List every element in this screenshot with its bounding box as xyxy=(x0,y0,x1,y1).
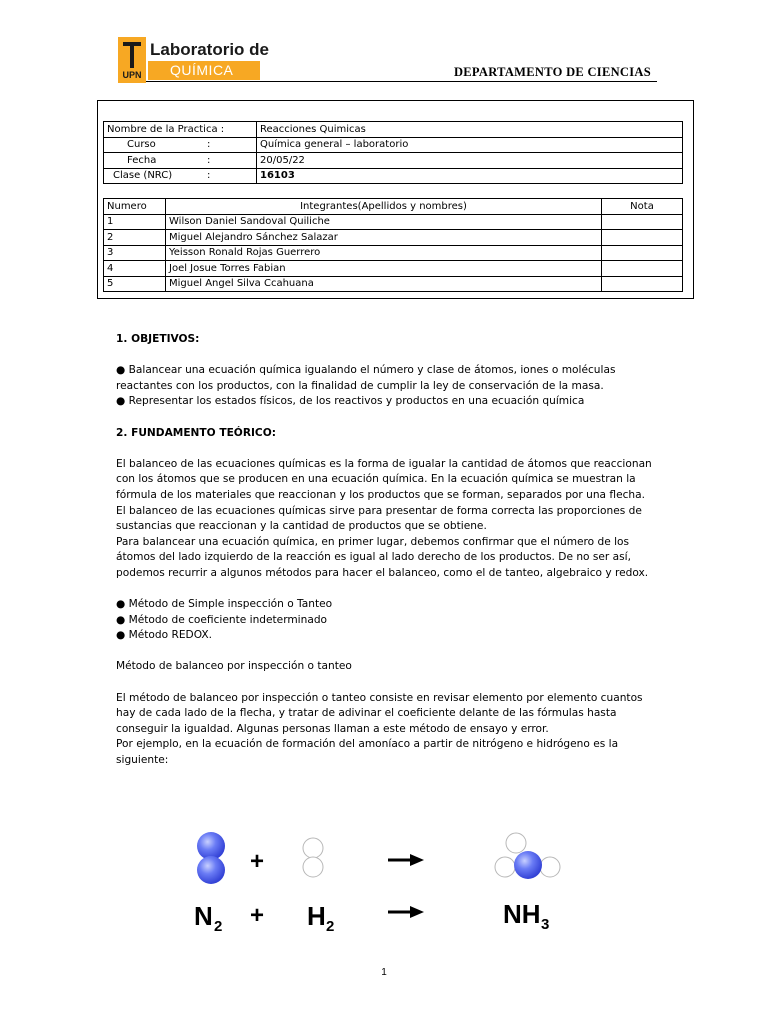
info-label-cell xyxy=(104,137,257,153)
info-label: Clase (NRC) xyxy=(113,170,173,182)
logo-title: Laboratorio de xyxy=(150,40,270,59)
reaction-arrow-icon xyxy=(388,906,424,918)
info-value: Química general – laboratorio xyxy=(257,137,683,153)
section-title-objetivos: 1. OBJETIVOS: xyxy=(116,333,200,345)
member-name: Yeisson Ronald Rojas Guerrero xyxy=(166,245,602,261)
nitrogen-atom xyxy=(197,856,225,884)
member-nota xyxy=(602,261,683,277)
member-nota xyxy=(602,276,683,292)
member-number: 4 xyxy=(104,261,166,277)
table-row xyxy=(104,153,683,169)
hydrogen-atom xyxy=(540,857,560,877)
member-name: Wilson Daniel Sandoval Quiliche xyxy=(166,214,602,230)
member-number: 1 xyxy=(104,214,166,230)
table-row xyxy=(104,245,683,261)
method-subtitle: Método de balanceo por inspección o tanteo xyxy=(116,660,352,673)
info-label: Fecha xyxy=(127,154,157,166)
info-label: Nombre de la Practica : xyxy=(104,122,257,138)
objective-item: ● Balancear una ecuación química igualando el número y clase de átomos, iones o moléculas reactantes con los productos, con la finalidad de cumplir la ley de conservación de la masa. xyxy=(116,364,616,392)
table-header-row xyxy=(104,199,683,215)
nh3-symbol: NH xyxy=(503,899,541,929)
practice-info-table xyxy=(103,121,683,184)
member-number: 5 xyxy=(104,276,166,292)
info-sep: : xyxy=(207,139,211,151)
ammonia-equation-figure xyxy=(180,822,600,942)
page-number: 1 xyxy=(381,967,387,978)
member-name: Miguel Angel Silva Ccahuana xyxy=(166,276,602,292)
paragraph: El balanceo de las ecuaciones químicas sirve para presentar de forma correcta las proporciones de sustancias que reaccionan y la cantidad de productos que se obtiene. xyxy=(116,504,642,533)
info-value: Reacciones Quimicas xyxy=(257,122,683,138)
table-row xyxy=(104,214,683,230)
paragraph: El balanceo de las ecuaciones químicas es la forma de igualar la cantidad de átomos que reaccionan con los átomos que se producen en una ecuación química. En la ecuación química se muestran la fórmula de los materiales que reaccionan y los productos que se forman, separados por una flecha. xyxy=(116,457,652,501)
nitrogen-atom xyxy=(197,832,225,860)
plus-sign: + xyxy=(249,848,265,875)
member-nota xyxy=(602,214,683,230)
member-name: Miguel Alejandro Sánchez Salazar xyxy=(166,230,602,246)
info-sep: : xyxy=(207,154,211,166)
h2-subscript: 2 xyxy=(326,918,335,935)
method-item: ● Método REDOX. xyxy=(116,629,212,642)
col-header-numero: Numero xyxy=(104,199,166,215)
info-sep: : xyxy=(207,170,211,182)
n2-subscript: 2 xyxy=(214,918,223,935)
info-label-cell xyxy=(104,168,257,184)
paragraph: Por ejemplo, en la ecuación de formación del amoníaco a partir de nitrógeno e hidrógeno es la siguiente: xyxy=(116,738,619,767)
hydrogen-atom xyxy=(303,838,323,858)
document-body xyxy=(116,332,656,769)
plus-sign: + xyxy=(249,902,265,929)
nitrogen-atom xyxy=(514,851,542,879)
section-title-fundamento: 2. FUNDAMENTO TEÓRICO: xyxy=(116,426,276,439)
logo-subtitle: QUÍMICA xyxy=(148,61,260,80)
department-title: DEPARTAMENTO DE CIENCIAS xyxy=(453,65,651,79)
member-nota xyxy=(602,230,683,246)
member-nota xyxy=(602,245,683,261)
h2-molecule-icon xyxy=(303,838,323,877)
table-row xyxy=(104,230,683,246)
logo-t-stem xyxy=(130,42,134,68)
table-row xyxy=(104,276,683,292)
logo-upn-text: UPN xyxy=(122,70,142,80)
col-header-nota: Nota xyxy=(602,199,683,215)
h2-symbol: H xyxy=(307,901,326,931)
info-value: 16103 xyxy=(257,168,683,184)
info-label: Curso xyxy=(127,139,156,151)
reaction-arrow-icon xyxy=(388,854,424,866)
n2-molecule-icon xyxy=(197,832,225,884)
table-row xyxy=(104,122,683,138)
n2-symbol: N xyxy=(194,901,213,931)
paragraph: Para balancear una ecuación química, en primer lugar, debemos confirmar que el número de los átomos del lado izquierdo de la reacción es igual al lado derecho de los productos. De no ser así, podemos recurrir a algunos métodos para hacer el balanceo, como el de tanteo, algebraico y redox. xyxy=(116,535,649,579)
method-item: ● Método de coeficiente indeterminado xyxy=(116,613,328,626)
paragraph: El método de balanceo por inspección o tanteo consiste en revisar elemento por elemento cuantos hay de cada lado de la flecha, y tratar de adivinar el coeficiente delante de las fórmulas hasta conseguir la igualdad. Algunas personas llaman a este método de ensayo y error. xyxy=(116,691,643,735)
col-header-integrantes: Integrantes(Apellidos y nombres) xyxy=(166,199,602,215)
objective-item: ● Representar los estados físicos, de los reactivos y productos en una ecuación química xyxy=(116,395,585,408)
table-row xyxy=(104,137,683,153)
nh3-subscript: 3 xyxy=(541,916,550,933)
header-rule xyxy=(146,81,657,82)
members-table xyxy=(103,198,683,292)
table-row xyxy=(104,168,683,184)
member-name: Joel Josue Torres Fabian xyxy=(166,261,602,277)
info-value: 20/05/22 xyxy=(257,153,683,169)
hydrogen-atom xyxy=(506,833,526,853)
upn-logo-icon xyxy=(118,37,146,83)
table-row xyxy=(104,261,683,277)
member-number: 2 xyxy=(104,230,166,246)
info-label-cell xyxy=(104,153,257,169)
hydrogen-atom xyxy=(495,857,515,877)
hydrogen-atom xyxy=(303,857,323,877)
page-header xyxy=(0,0,768,90)
method-item: ● Método de Simple inspección o Tanteo xyxy=(116,598,333,611)
nh3-molecule-icon xyxy=(495,833,560,879)
member-number: 3 xyxy=(104,245,166,261)
